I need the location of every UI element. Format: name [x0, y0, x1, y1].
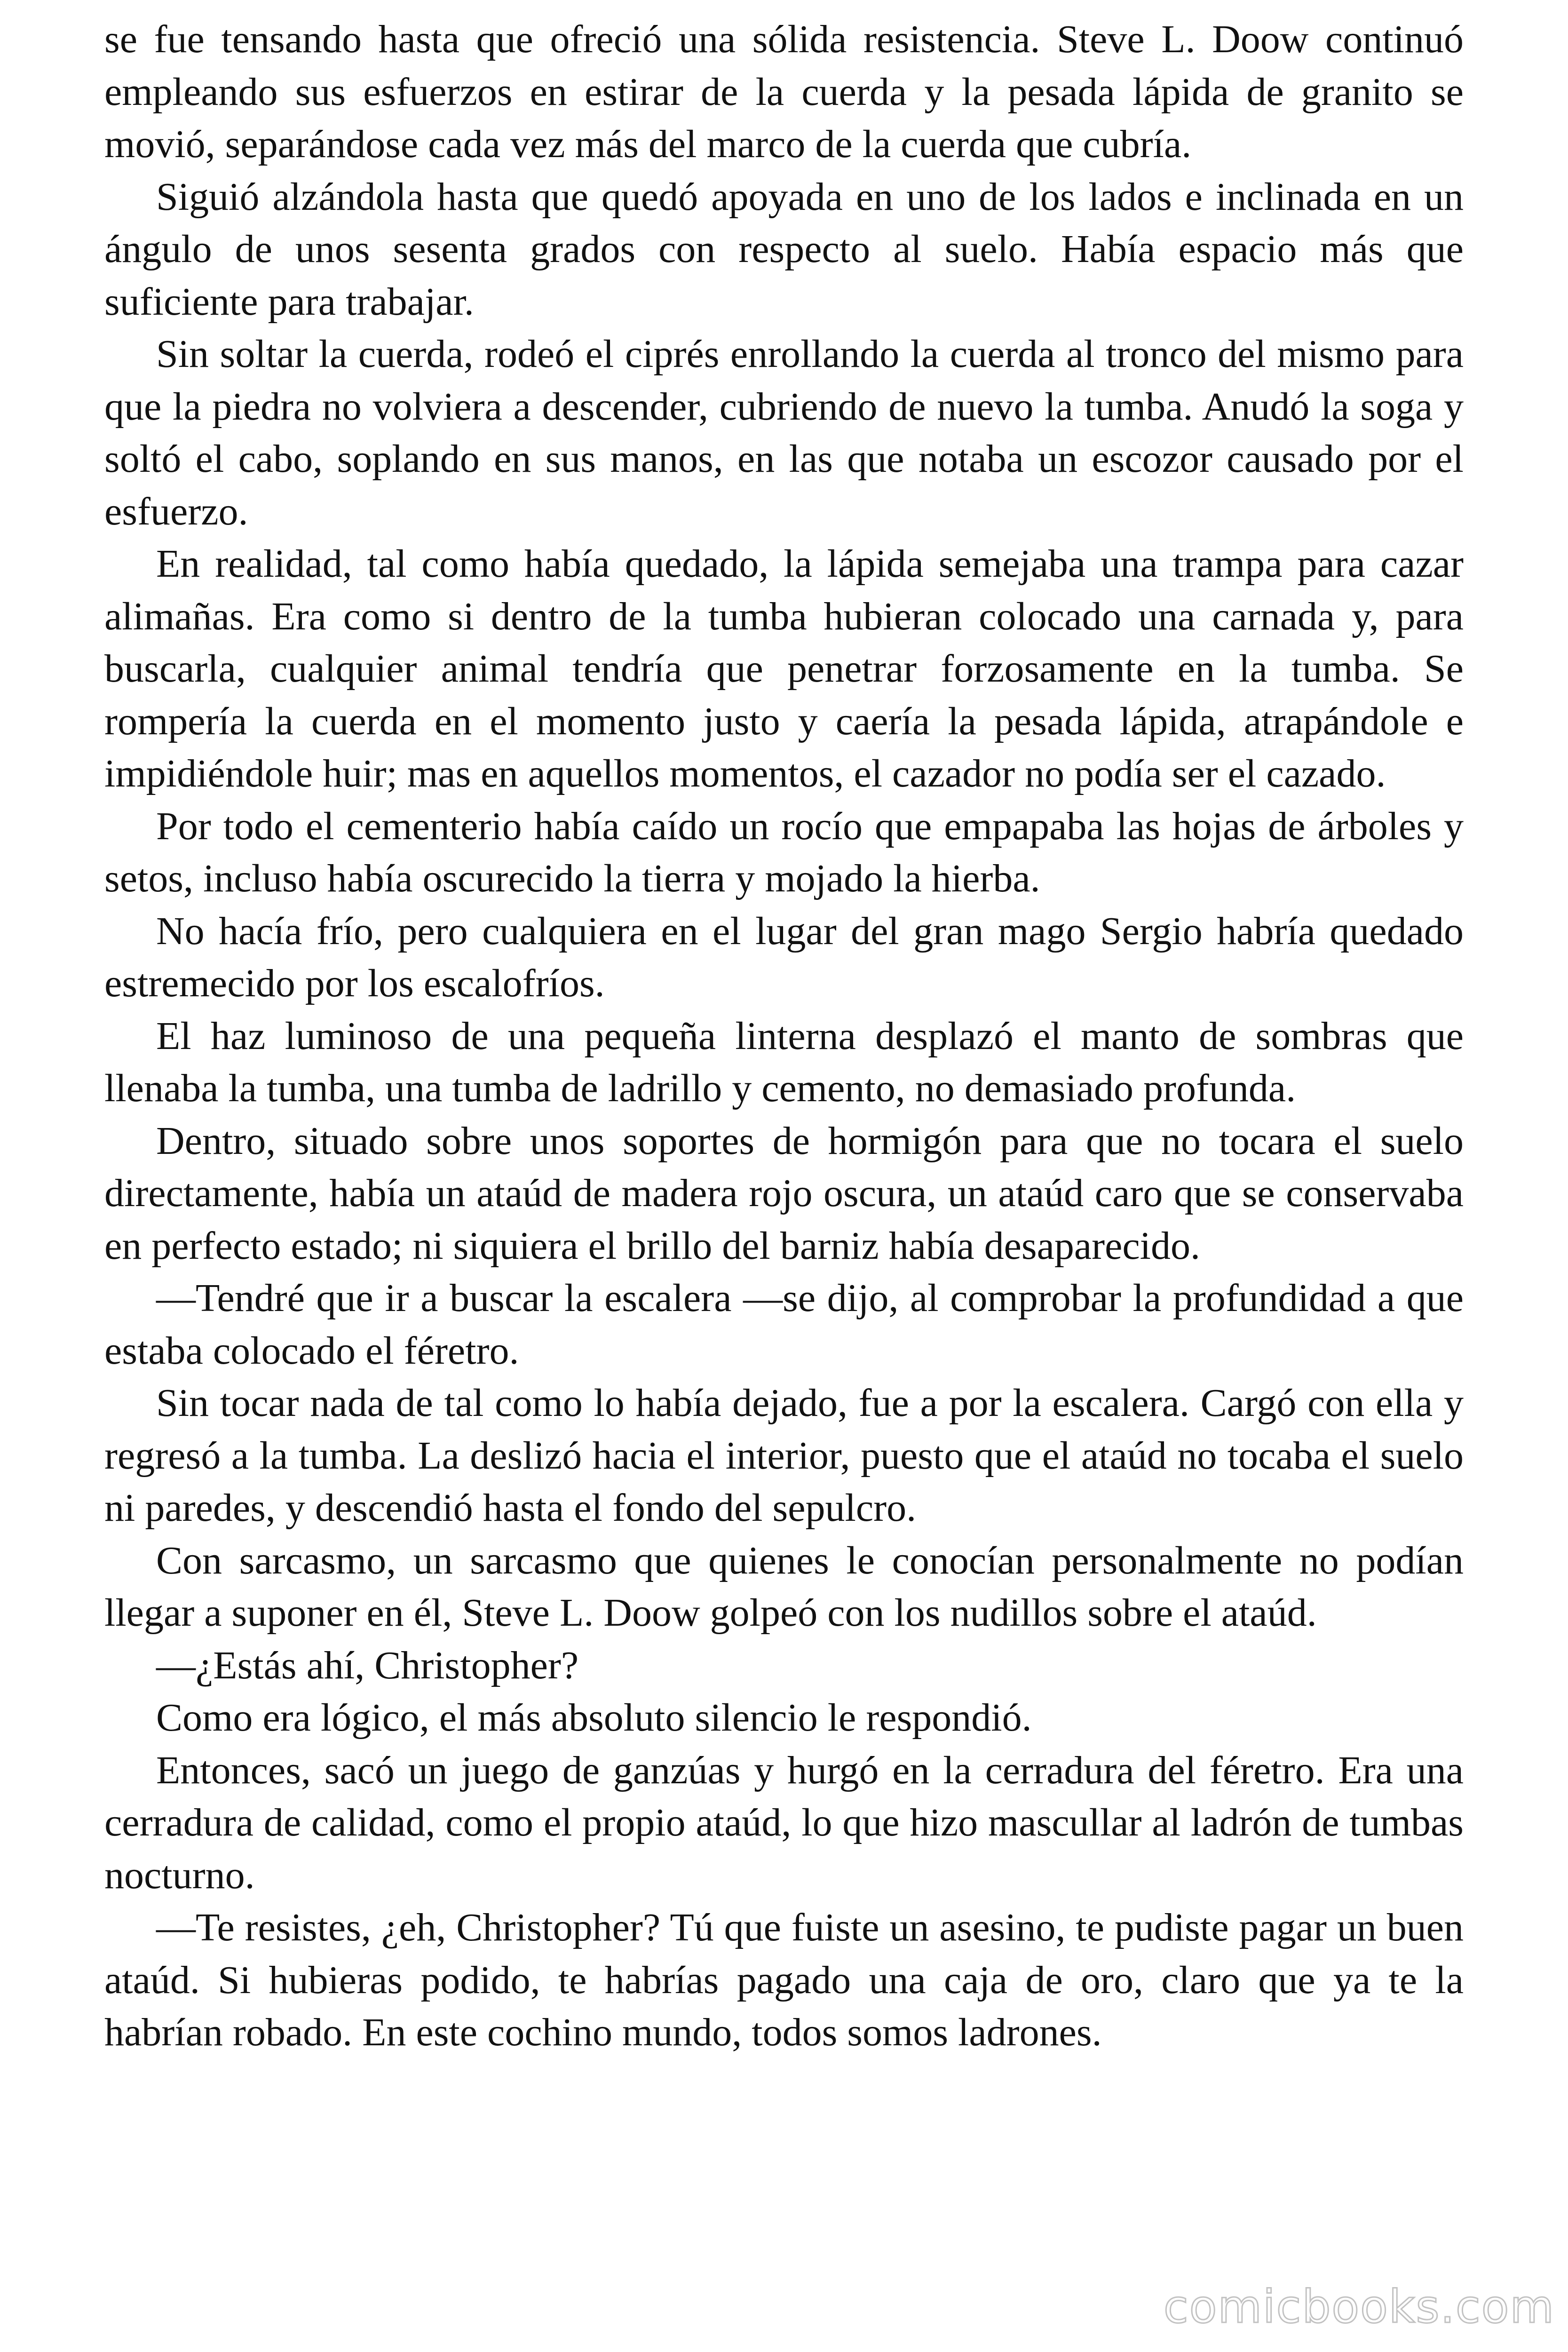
paragraph: Sin tocar nada de tal como lo había dejado, fue a por la escalera. Cargó con ella y regresó a la tumba. La deslizó hacia el interior, puesto que el ataúd no tocaba el suelo ni paredes, y descendió hasta el fondo del sepulcro. — [104, 1381, 1464, 1530]
paragraph: se fue tensando hasta que ofreció una sólida resistencia. Steve L. Doow continuó empleando sus esfuerzos en estirar de la cuerda y la pesada lápida de granito se movió, separándose cada vez más del marco de la cuerda que cubría. — [104, 17, 1464, 166]
watermark: comicbooks.com — [1163, 2280, 1555, 2333]
page-body — [104, 13, 1464, 2059]
paragraph: Como era lógico, el más absoluto silencio le respondió. — [156, 1696, 1032, 1740]
paragraph: El haz luminoso de una pequeña linterna desplazó el manto de sombras que llenaba la tumba, una tumba de ladrillo y cemento, no demasiado profunda. — [104, 1014, 1464, 1110]
paragraph: Siguió alzándola hasta que quedó apoyada en uno de los lados e inclinada en un ángulo de unos sesenta grados con respecto al suelo. Había espacio más que suficiente para trabajar. — [104, 175, 1464, 324]
paragraph: No hacía frío, pero cualquiera en el lugar del gran mago Sergio habría quedado estremecido por los escalofríos. — [104, 909, 1464, 1005]
paragraph: —¿Estás ahí, Christopher? — [156, 1643, 579, 1687]
paragraph: Con sarcasmo, un sarcasmo que quienes le conocían personalmente no podían llegar a suponer en él, Steve L. Doow golpeó con los nudillos sobre el ataúd. — [104, 1538, 1464, 1635]
paragraph: Sin soltar la cuerda, rodeó el ciprés enrollando la cuerda al tronco del mismo para que la piedra no volviera a descender, cubriendo de nuevo la tumba. Anudó la soga y soltó el cabo, soplando en sus manos, en las que notaba un escozor causado por el esfuerzo. — [104, 332, 1464, 533]
paragraph: —Tendré que ir a buscar la escalera —se dijo, al comprobar la profundidad a que estaba colocado el féretro. — [104, 1276, 1464, 1373]
paragraph: En realidad, tal como había quedado, la lápida semejaba una trampa para cazar alimañas. Era como si dentro de la tumba hubieran colocado una carnada y, para buscarla, cualquier animal tendría que penetrar forzosamente en la tumba. Se rompería la cuerda en el momento justo y caería la pesada lápida, atrapándole e impidiéndole huir; mas en aquellos momentos, el cazador no podía ser el cazado. — [104, 542, 1464, 795]
paragraph: Entonces, sacó un juego de ganzúas y hurgó en la cerradura del féretro. Era una cerradura de calidad, como el propio ataúd, lo que hizo mascullar al ladrón de tumbas nocturno. — [104, 1748, 1464, 1897]
paragraph: Dentro, situado sobre unos soportes de hormigón para que no tocara el suelo directamente, había un ataúd de madera rojo oscura, un ataúd caro que se conservaba en perfecto estado; ni siquiera el brillo del barniz había desaparecido. — [104, 1119, 1464, 1268]
paragraph: —Te resistes, ¿eh, Christopher? Tú que fuiste un asesino, te pudiste pagar un buen ataúd. Si hubieras podido, te habrías pagado una caja de oro, claro que ya te la habrían robado. En este cochino mundo, todos somos ladrones. — [104, 1906, 1464, 2054]
paragraph: Por todo el cementerio había caído un rocío que empapaba las hojas de árboles y setos, incluso había oscurecido la tierra y mojado la hierba. — [104, 804, 1464, 900]
